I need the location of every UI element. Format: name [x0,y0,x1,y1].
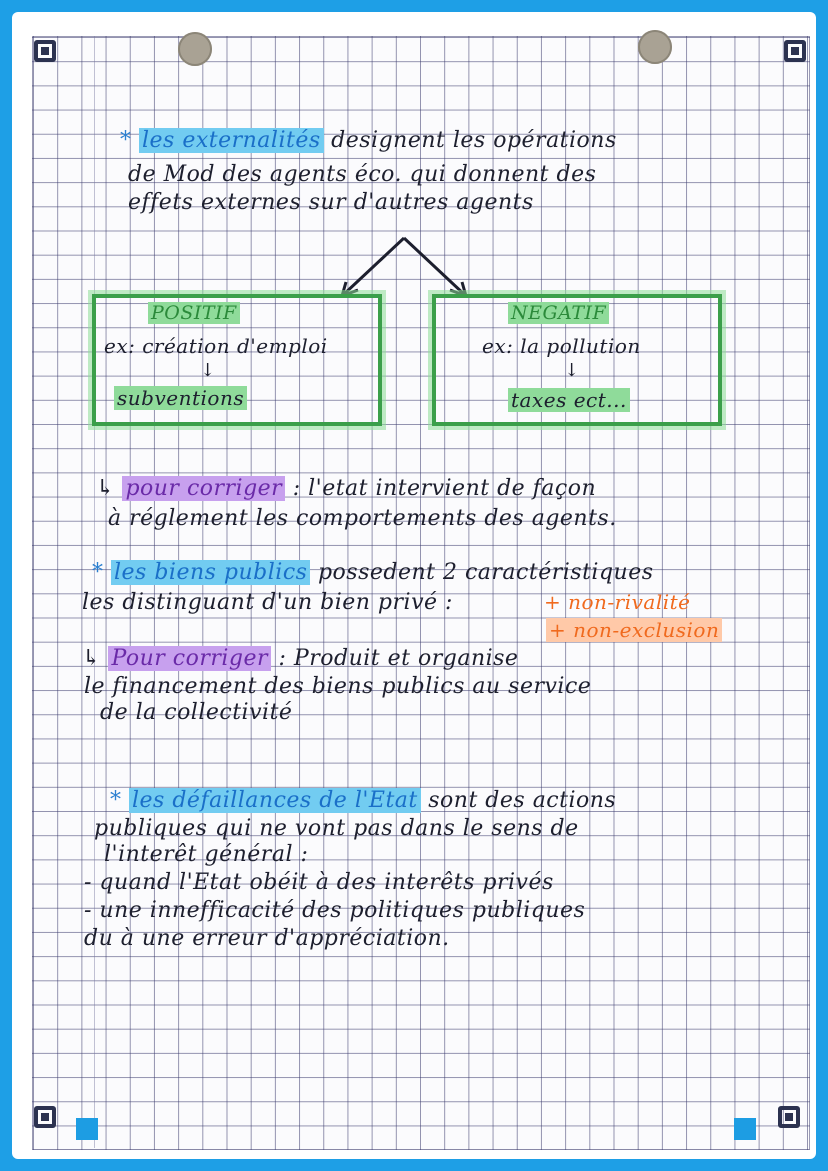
defaillances-line-6: du à une erreur d'appréciation. [84,926,450,951]
externalites-line-3: effets externes sur d'autres agents [128,190,534,215]
externalites-term: les externalités [139,128,324,153]
punch-hole-left [178,32,212,66]
defaillances-line-4: - quand l'Etat obéit à des interêts privés [84,870,554,895]
corriger1-term: pour corriger [122,476,285,501]
positif-arrow: ↓ [200,360,216,381]
defaillances-term: les défaillances de l'Etat [129,788,421,813]
corriger1-line-2: à réglement les comportements des agents. [108,506,617,531]
corner-mark-bottom-left-icon [34,1106,56,1128]
defaillances-line-5: - une innefficacité des politiques publiques [84,898,586,923]
corner-mark-top-right-icon [784,40,806,62]
corriger1-line-1: ↳ pour corriger : l'etat intervient de façon [96,476,597,501]
corriger2-line-1: ↳ Pour corriger : Produit et organise [82,646,519,671]
negatif-result: taxes ect... [508,388,630,412]
externalites-text: designent les opérations [331,128,617,153]
star-bullet: * [120,128,132,153]
punch-hole-right [638,30,672,64]
biens-item-2: + non-exclusion [546,618,722,642]
externalites-line-1 [120,128,617,153]
positif-example: ex: création d'emploi [104,334,328,358]
corriger2-term: Pour corriger [108,646,271,671]
corner-mark-bottom-right-icon [778,1106,800,1128]
positif-result: subventions [114,386,247,410]
corriger2-line-2: le financement des biens publics au service [84,674,592,699]
corriger2-line-3: de la collectivité [100,700,293,725]
corner-mark-top-left-icon [34,40,56,62]
biens-term: les biens publics [111,560,310,585]
star-bullet: * [92,560,104,585]
defaillances-line-3: l'interêt général : [104,842,309,867]
corner-arrow-icon: ↳ [82,646,101,671]
negatif-arrow: ↓ [564,360,580,381]
star-bullet: * [110,788,122,813]
defaillances-line-1: * les défaillances de l'Etat sont des actions [110,788,617,813]
biens-item-1: + non-rivalité [544,590,691,614]
biens-line-1: * les biens publics possedent 2 caractéristiques [92,560,654,585]
positif-title: POSITIF [148,302,240,324]
corner-arrow-icon: ↳ [96,476,115,501]
defaillances-line-2: publiques qui ne vont pas dans le sens de [94,816,579,841]
blue-square-bottom-left [76,1118,98,1140]
negatif-example: ex: la pollution [482,334,641,358]
negatif-title: NEGATIF [508,302,609,324]
blue-square-bottom-right [734,1118,756,1140]
externalites-line-2: de Mod des agents éco. qui donnent des [128,162,597,187]
biens-line-2: les distinguant d'un bien privé : [82,590,453,615]
